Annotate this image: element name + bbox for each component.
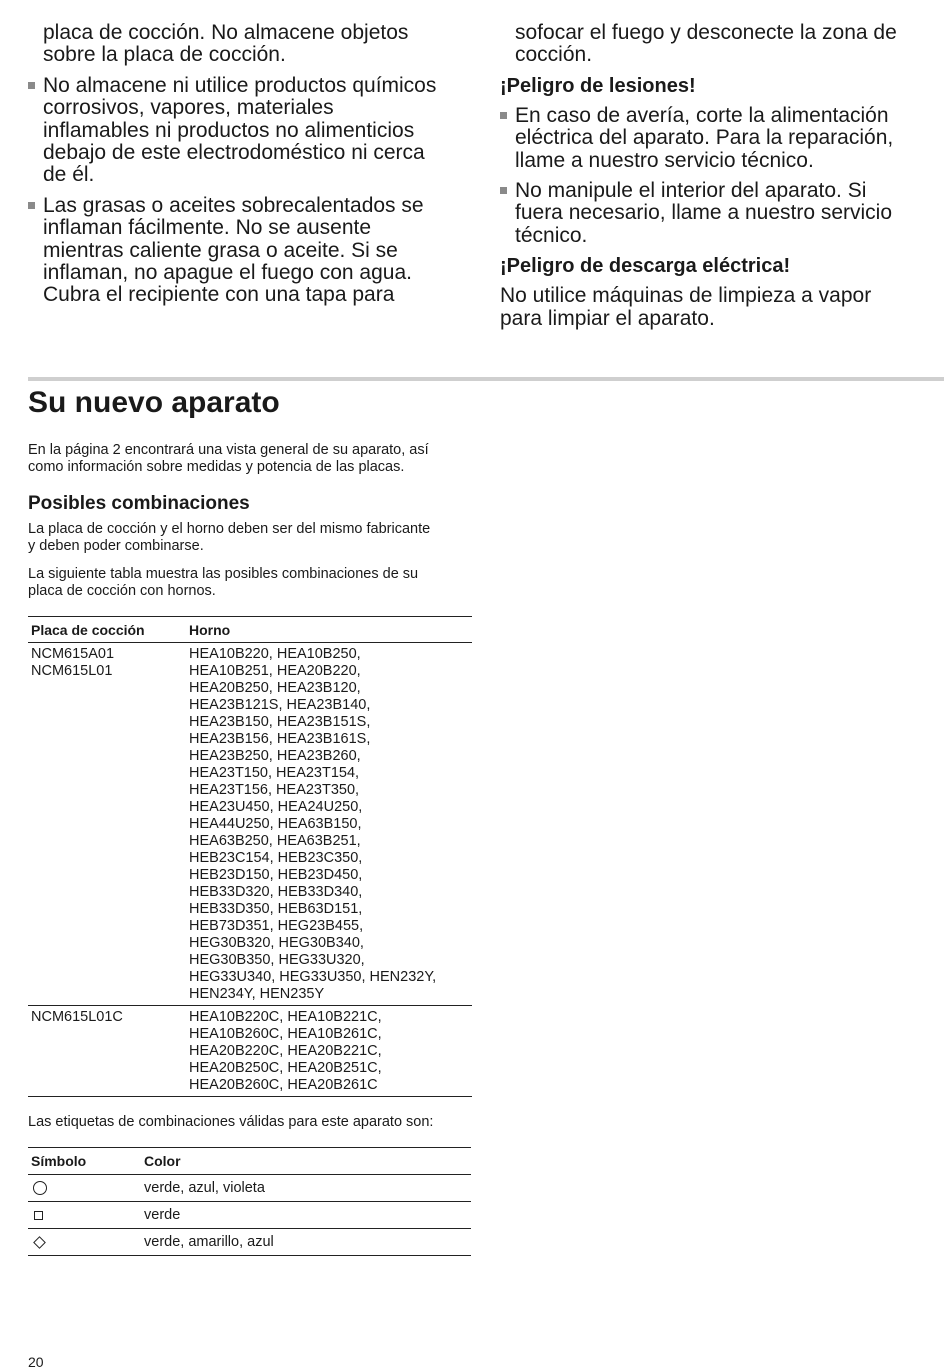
color-cell: verde, amarillo, azul (144, 1234, 274, 1250)
oven-models-line: HEA20B250, HEA23B120, (189, 680, 361, 696)
combination-table (28, 616, 472, 1097)
section-divider (28, 377, 944, 381)
text-line: inflamables ni productos no alimenticios (43, 118, 415, 142)
header-hob: Placa de cocción (31, 621, 145, 638)
hob-model: NCM615L01C (31, 1009, 123, 1025)
text-line: La siguiente tabla muestra las posibles combinaciones de su (28, 566, 419, 582)
text-line: Cubra el recipiente con una tapa para (43, 283, 395, 307)
text-line: para limpiar el aparato. (500, 306, 715, 330)
symbol-table (28, 1147, 471, 1256)
table-row (28, 1006, 472, 1097)
diamond-icon (33, 1236, 46, 1249)
subsection-title: Posibles combinaciones (28, 493, 250, 514)
shock-warning-heading: ¡Peligro de descarga eléctrica! (500, 255, 791, 278)
table-header (28, 617, 472, 643)
header-color: Color (144, 1153, 181, 1169)
oven-models-line: HEA20B220C, HEA20B221C, (189, 1043, 382, 1059)
paragraph-table-intro (28, 566, 473, 600)
text-line: No almacene ni utilice productos químicos (43, 73, 437, 97)
text-line: No utilice máquinas de limpieza a vapor (500, 284, 872, 308)
hob-cell (28, 646, 189, 1003)
table-row (28, 1175, 471, 1202)
injury-warning-heading: ¡Peligro de lesiones! (500, 74, 696, 97)
oven-models-line: HEA23B156, HEA23B161S, (189, 731, 371, 747)
text-line: inflaman, no apague el fuego con agua. (43, 261, 412, 285)
shock-warning-text (500, 285, 940, 330)
text-line: sobre la placa de cocción. (43, 43, 286, 67)
oven-models-line: HEG30B320, HEG30B340, (189, 935, 364, 951)
text-line: técnico. (515, 223, 588, 247)
text-line: mientras caliente grasa o aceite. Si se (43, 238, 398, 262)
text-line: placa de cocción con hornos. (28, 583, 216, 599)
text-line: placa de cocción. No almacene objetos (43, 21, 409, 44)
square-icon (34, 1211, 43, 1220)
safety-bullet-list (28, 75, 468, 307)
table-row (28, 1229, 471, 1256)
oven-models-line: HEA44U250, HEA63B150, (189, 816, 362, 832)
text-line: cocción. (515, 43, 593, 67)
symbol-cell (28, 1211, 144, 1220)
injury-bullet-list (500, 105, 940, 247)
symbol-cell (28, 1238, 144, 1247)
oven-models-line: HEA20B250C, HEA20B251C, (189, 1060, 382, 1076)
text-line: corrosivos, vapores, materiales (43, 96, 334, 120)
text-line: No manipule el interior del aparato. Si (515, 179, 867, 203)
oven-models-line: HEA20B260C, HEA20B261C (189, 1077, 378, 1093)
bullet-fault-power (500, 105, 940, 172)
text-line: La placa de cocción y el horno deben ser del mismo fabricante (28, 521, 431, 537)
oven-models-line: HEN234Y, HEN235Y (189, 986, 325, 1002)
oven-models-line: HEG33U340, HEG33U350, HEN232Y, (189, 969, 437, 985)
left-column (28, 22, 468, 315)
oven-models-line: HEB73D351, HEG23B455, (189, 918, 364, 934)
hob-cell (28, 1009, 189, 1094)
oven-models-line: HEB23C154, HEB23C350, (189, 850, 363, 866)
symbol-cell (28, 1181, 144, 1195)
bullet-chemicals (28, 75, 468, 187)
page-number: 20 (28, 1354, 44, 1370)
color-cell: verde (144, 1207, 181, 1223)
text-line: y deben poder combinarse. (28, 538, 204, 554)
oven-models-line: HEA23T156, HEA23T350, (189, 782, 360, 798)
continued-paragraph (28, 22, 468, 67)
oven-models-line: HEA23B250, HEA23B260, (189, 748, 361, 764)
text-line: de él. (43, 163, 95, 187)
oven-models-line: HEA23U450, HEA24U250, (189, 799, 363, 815)
header-symbol: Símbolo (31, 1153, 87, 1169)
section-title: Su nuevo aparato (28, 386, 280, 419)
oven-models-line: HEB23D150, HEB23D450, (189, 867, 363, 883)
oven-models-line: HEA23T150, HEA23T154, (189, 765, 360, 781)
bullet-grease-fire (28, 195, 468, 307)
text-line: debajo de este electrodoméstico ni cerca (43, 141, 425, 165)
table-header (28, 1148, 471, 1175)
oven-models-line: HEB33D320, HEB33D340, (189, 884, 363, 900)
text-line: llame a nuestro servicio técnico. (515, 148, 814, 172)
text-line: como información sobre medidas y potencia de las placas. (28, 459, 405, 475)
table-row (28, 643, 472, 1006)
oven-models-line: HEA10B220, HEA10B250, (189, 646, 361, 662)
labels-note: Las etiquetas de combinaciones válidas para este aparato son: (28, 1114, 434, 1130)
right-column (500, 22, 940, 330)
text-line: eléctrica del aparato. Para la reparación, (515, 126, 894, 150)
text-line: sofocar el fuego y desconecte la zona de (515, 21, 897, 44)
oven-cell (189, 1009, 472, 1094)
continued-paragraph (500, 22, 940, 67)
oven-cell (189, 646, 472, 1003)
oven-models-line: HEG30B350, HEG33U320, (189, 952, 365, 968)
text-line: inflaman fácilmente. No se ausente (43, 216, 372, 240)
hob-model: NCM615A01 (31, 646, 115, 662)
text-line: fuera necesario, llame a nuestro servicio (515, 201, 893, 225)
circle-icon (33, 1181, 47, 1195)
text-line: En caso de avería, corte la alimentación (515, 103, 889, 127)
oven-models-line: HEA10B260C, HEA10B261C, (189, 1026, 382, 1042)
header-oven: Horno (189, 621, 231, 638)
oven-models-line: HEA23B150, HEA23B151S, (189, 714, 371, 730)
oven-models-line: HEA63B250, HEA63B251, (189, 833, 361, 849)
text-line: Las grasas o aceites sobrecalentados se (43, 193, 424, 217)
oven-models-line: HEA10B251, HEA20B220, (189, 663, 361, 679)
bullet-do-not-open (500, 180, 940, 247)
color-cell: verde, azul, violeta (144, 1180, 265, 1196)
paragraph-manufacturer (28, 521, 473, 555)
oven-models-line: HEA10B220C, HEA10B221C, (189, 1009, 382, 1025)
table-row (28, 1202, 471, 1229)
text-line: En la página 2 encontrará una vista general de su aparato, así (28, 442, 429, 458)
oven-models-line: HEA23B121S, HEA23B140, (189, 697, 371, 713)
section-intro (28, 442, 473, 476)
hob-model: NCM615L01 (31, 663, 113, 679)
oven-models-line: HEB33D350, HEB63D151, (189, 901, 363, 917)
